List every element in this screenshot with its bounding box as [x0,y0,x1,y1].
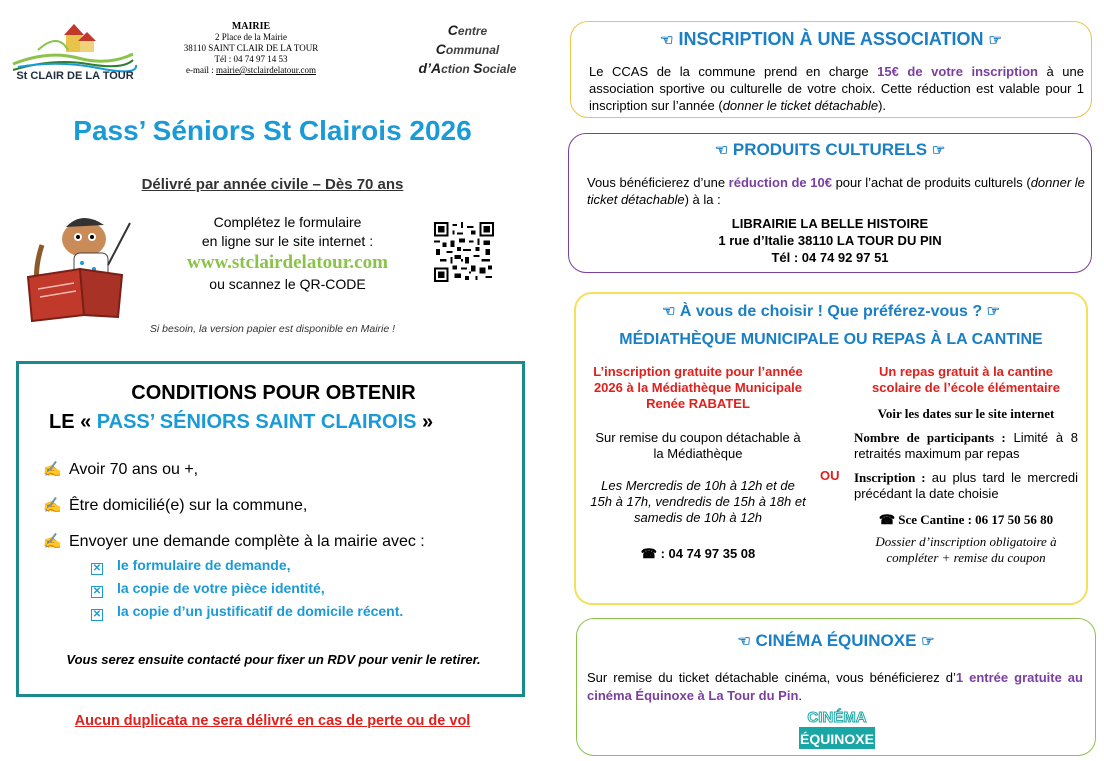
culture-text-part: ) à la : [684,192,721,207]
mairie-email-link[interactable]: mairie@stclairdelatour.com [215,65,316,75]
cinema-text [587,669,1083,705]
association-text-part: ). [878,98,887,113]
library-hours: Les Mercredis de 10h à 12h et de 15h à 17h, vendredis de 15h à 18h et samedis de 10h à 12h [590,478,806,525]
pointing-hand-right-icon: ☞ [988,32,1002,49]
cinema-title-text: CINÉMA ÉQUINOXE [755,631,917,650]
pointing-hand-right-icon: ☞ [986,303,1001,320]
choice-subtitle: MÉDIATHÈQUE MUNICIPALE OU REPAS À LA CANTINE [619,331,1043,348]
canteen-offer: Un repas gratuit à la cantine scolaire de l’école élémentaire [872,364,1060,395]
form-line-1: Complétez le formulaire [213,214,362,230]
library-option [590,364,806,562]
conditions-subtitle-suffix: » [416,411,434,433]
condition-text: Envoyer une demande complète à la mairie avec : [69,533,425,550]
pointing-hand-right-icon: ☞ [931,142,946,159]
mairie-title: MAIRIE [231,21,271,32]
choice-title-text: À vous de choisir ! Que préférez-vous ? [679,303,983,320]
condition-text: Être domicilié(e) sur la commune, [69,497,308,514]
association-text [589,63,1084,114]
association-title [571,29,1091,50]
pointing-hand-left-icon: ☜ [737,633,751,650]
no-duplicate-warning: Aucun duplicata ne sera délivré en cas de perte ou de vol [74,713,471,729]
condition-item [43,532,513,551]
ccas-word: entre [457,24,488,38]
checkbox-x-icon: ✕ [92,586,102,597]
canteen-dates-note: Voir les dates sur le site internet [877,406,1055,421]
ccas-initial: C [435,41,446,57]
or-separator: OU [820,468,840,483]
culture-box [568,133,1092,273]
condition-item [43,460,513,479]
required-document [91,557,511,574]
required-document [91,580,511,597]
association-highlight: 15€ de votre inscription [877,64,1038,79]
condition-text: Avoir 70 ans ou +, [69,461,199,478]
conditions-title: CONDITIONS POUR OBTENIR [131,382,416,404]
logo-text: St CLAIR DE LA TOUR [16,70,134,82]
bookshop-phone: Tél : 04 74 92 97 51 [771,250,889,265]
library-phone: : 04 74 97 35 08 [660,546,756,561]
mairie-phone: Tél : 04 74 97 14 53 [214,54,288,64]
mairie-address-line1: 2 Place de la Mairie [215,32,287,42]
culture-text-part: Vous bénéficierez d’une [587,175,729,190]
ccas-word: ommunal [445,43,500,57]
participants-label: Nombre de participants : [854,430,1006,445]
registration-text: au plus tard le mercredi précédant la date choisie [854,470,1078,501]
ccas-word: ction [441,62,474,76]
mascot-reading-icon [22,205,147,323]
cinema-text-part: Sur remise du ticket détachable cinéma, vous bénéficierez d’ [587,670,956,685]
culture-text-part: pour l’achat de produits culturels ( [831,175,1031,190]
culture-text [587,174,1087,208]
mairie-address-block [176,21,326,76]
bookshop-name: LIBRAIRIE LA BELLE HISTOIRE [731,216,929,231]
conditions-subtitle-prefix: LE « [49,411,97,433]
website-link[interactable]: www.stclairdelatour.com [187,252,388,273]
checkbox-x-icon: ✕ [92,563,102,574]
culture-highlight: réduction de 10€ [728,175,832,190]
canteen-note: Dossier d’inscription obligatoire à compléter + remise du coupon [875,534,1057,565]
qr-code-icon[interactable] [434,222,494,282]
culture-ticket-note: donner le ticket détachable [587,175,1085,207]
participants-text: Limité à 8 retraités maximum par repas [854,430,1078,461]
form-line-3: ou scannez le QR-CODE [209,276,366,292]
conditions-subtitle [49,411,509,434]
cinema-title [577,631,1095,651]
cinema-equinoxe-logo [795,705,879,751]
pass-name: PASS’ SÉNIORS SAINT CLAIROIS [96,411,417,433]
canteen-phone: Sce Cantine : 06 17 50 56 80 [898,512,1054,527]
bookshop-info [569,215,1091,266]
svg-text:CINÉMA: CINÉMA [807,709,867,726]
choice-title [576,302,1086,321]
pointing-hand-right-icon: ☞ [921,633,935,650]
pointing-hand-icon: ✍ [43,497,62,514]
cinema-text-part: . [798,688,803,703]
paper-version-note: Si besoin, la version papier est disponible en Mairie ! [149,323,396,335]
ccas-word: ociale [482,62,517,76]
pointing-hand-left-icon: ☜ [714,142,729,159]
ccas-initial: C [447,22,458,38]
pointing-hand-icon: ✍ [43,533,62,550]
ccas-initial: S [473,60,483,76]
form-line-2: en ligne sur le site internet : [201,233,374,249]
association-ticket-note: donner le ticket détachable [722,98,879,113]
pointing-hand-icon: ✍ [43,461,62,478]
pointing-hand-left-icon: ☜ [661,303,676,320]
choice-box [574,292,1088,605]
cinema-highlight: 1 entrée gratuite au cinéma Équinoxe à La Tour du Pin [587,670,1083,703]
canteen-option [854,364,1078,566]
registration-label: Inscription : [854,470,926,485]
association-text-part: à une association sportive ou culturelle de votre choix. Cette réduction est valable pour 1 inscription sur l’année ( [589,64,1084,113]
pointing-hand-left-icon: ☜ [660,32,674,49]
online-form-info [150,213,425,294]
required-document-text: le formulaire de demande, [117,557,291,573]
required-document-text: la copie d’un justificatif de domicile récent. [117,603,404,619]
condition-item [43,496,513,515]
page-subtitle: Délivré par année civile – Dès 70 ans [141,176,404,193]
mairie-email-label: e-mail : [185,65,216,75]
conditions-box [16,361,525,697]
checkbox-x-icon: ✕ [92,609,102,620]
culture-title [569,140,1091,160]
ccas-block [405,21,530,78]
svg-text:ÉQUINOXE: ÉQUINOXE [800,731,874,747]
association-text-part: Le CCAS de la commune prend en charge [589,64,878,79]
required-document-text: la copie de votre pièce identité, [117,580,325,596]
culture-title-text: PRODUITS CULTURELS [732,140,928,159]
mairie-address-line2: 38110 SAINT CLAIR DE LA TOUR [183,43,319,53]
association-box [570,21,1092,118]
cinema-box [576,618,1096,756]
bookshop-address: 1 rue d’Italie 38110 LA TOUR DU PIN [718,233,942,248]
phone-icon: ☎ [640,546,657,561]
conditions-footer: Vous serez ensuite contacté pour fixer un RDV pour venir le retirer. [66,652,481,667]
ccas-initial: d’A [418,60,442,76]
required-document [91,603,511,620]
library-coupon-note: Sur remise du coupon détachable à la Médiathèque [595,430,801,461]
page-title: Pass’ Séniors St Clairois 2026 [73,115,472,146]
phone-icon: ☎ [878,512,896,527]
association-title-text: INSCRIPTION À UNE ASSOCIATION [678,29,984,49]
library-offer: L’inscription gratuite pour l’année 2026 à la Médiathèque Municipale Renée RABATEL [593,364,803,411]
